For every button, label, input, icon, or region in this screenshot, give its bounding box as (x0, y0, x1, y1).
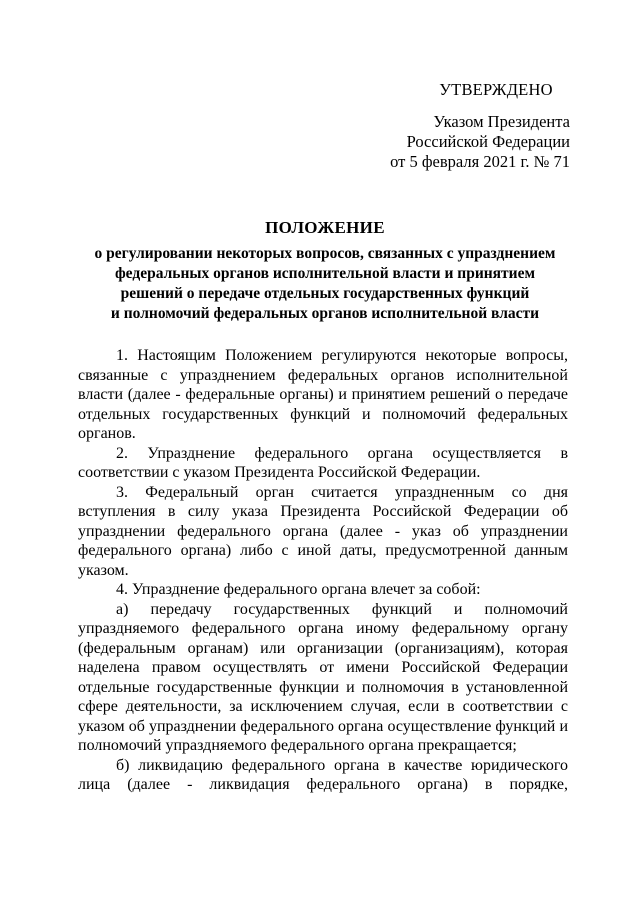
paragraph-4a: а) передачу государственных функций и полномочий упраздняемого федерального органа иному федеральному органу (федеральным органам) или организации (организациям), которая наделена правом осуществлять от имени Российской Федерации отдельные государственные функции и полномочия в установленной сфере деятельности, за исключением случая, если в соответствии с указом об упразднении федерального органа осуществление функций и полномочий упраздняемого федерального органа прекращается; (78, 600, 568, 754)
paragraph-4b: б) ликвидацию федерального органа в качестве юридического лица (далее - ликвидация федерального органа) в порядке, (78, 756, 568, 793)
approval-heading: УТВЕРЖДЕНО (439, 80, 553, 99)
paragraph-3: 3. Федеральный орган считается упраздненным со дня вступления в силу указа Президента Российской Федерации об упразднении федерального органа (далее - указ об упразднении федерального органа) либо с иной даты, предусмотренной данным указом. (78, 483, 568, 579)
approval-stamp (370, 80, 600, 172)
approval-date-line: от 5 февраля 2021 г. № 71 (390, 152, 570, 171)
paragraph-1: 1. Настоящим Положением регулируются некоторые вопросы, связанные с упразднением федеральных органов исполнительной власти (далее - федеральные органы) и принятием решений о передаче отдельных государственных функций и полномочий федеральных органов. (78, 347, 568, 442)
subtitle-line: и полномочий федеральных органов исполнительной власти (110, 305, 540, 322)
document-body (78, 346, 568, 795)
subtitle-line: о регулировании некоторых вопросов, связанных с упразднением (94, 245, 556, 262)
approval-authority-line: Указом Президента (433, 112, 570, 131)
document-title: ПОЛОЖЕНИЕ (265, 218, 385, 237)
paragraph-4: 4. Упразднение федерального органа влечет за собой: (116, 581, 481, 598)
subtitle-line: федеральных органов исполнительной власти и принятием (114, 265, 536, 282)
paragraph-2: 2. Упразднение федерального органа осуществляется в соответствии с указом Президента Российской Федерации. (78, 444, 568, 481)
approval-country-line: Российской Федерации (406, 132, 570, 151)
subtitle-line: решений о передаче отдельных государственных функций (120, 285, 530, 302)
document-title-block (70, 218, 580, 324)
